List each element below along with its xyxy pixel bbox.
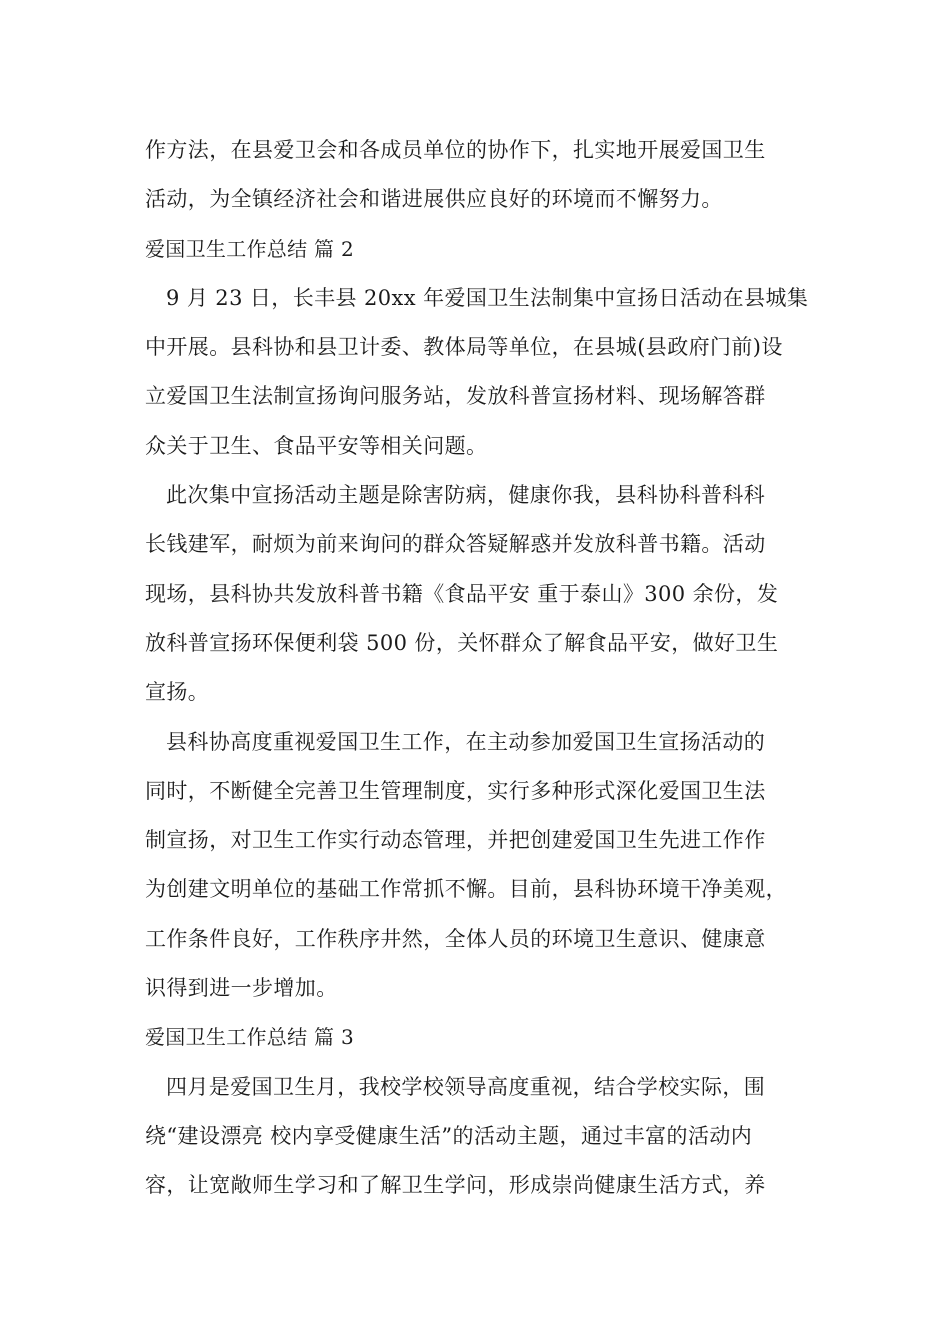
text-line: 制宣扬，对卫生工作实行动态管理，并把创建爱国卫生先进工作作	[145, 828, 766, 853]
paragraph-first-line: 四月是爱国卫生月，我校学校领导高度重视，结合学校实际，围	[166, 1074, 766, 1099]
text-line: 同时，不断健全完善卫生管理制度，实行多种形式深化爱国卫生法	[145, 778, 766, 803]
section-heading: 爱国卫生工作总结 篇 2	[145, 236, 355, 261]
text-line: 作方法，在县爱卫会和各成员单位的协作下，扎实地开展爱国卫生	[145, 138, 766, 162]
text-line: 放科普宣扬环保便利袋 500 份，关怀群众了解食品平安，做好卫生	[145, 630, 779, 655]
section-heading: 爱国卫生工作总结 篇 3	[145, 1025, 355, 1050]
text-line: 容，让宽敞师生学习和了解卫生学问，形成崇尚健康生活方式，养	[145, 1173, 766, 1198]
text-line: 工作条件良好，工作秩序井然，全体人员的环境卫生意识、健康意	[145, 926, 766, 951]
text-line: 众关于卫生、食品平安等相关问题。	[145, 433, 488, 458]
text-line: 活动，为全镇经济社会和谐进展供应良好的环境而不懈努力。	[145, 187, 723, 212]
text-line: 现场，县科协共发放科普书籍《食品平安 重于泰山》300 余份，发	[145, 581, 779, 606]
text-line: 绕“建设漂亮 校内享受健康生活”的活动主题，通过丰富的活动内	[145, 1123, 753, 1148]
document-body	[145, 126, 825, 1211]
paragraph-first-line: 县科协高度重视爱国卫生工作，在主动参加爱国卫生宣扬活动的	[166, 729, 766, 754]
paragraph-first-line: 9 月 23 日，长丰县 20xx 年爱国卫生法制集中宣扬日活动在县城集	[166, 285, 809, 310]
text-line: 立爱国卫生法制宣扬询问服务站，发放科普宣扬材料、现场解答群	[145, 384, 766, 409]
text-line: 宣扬。	[145, 680, 210, 705]
text-line: 为创建文明单位的基础工作常抓不懈。目前，县科协环境干净美观，	[145, 877, 787, 902]
text-line: 长钱建军，耐烦为前来询问的群众答疑解惑并发放科普书籍。活动	[145, 532, 766, 557]
paragraph-first-line: 此次集中宣扬活动主题是除害防病，健康你我，县科协科普科科	[166, 483, 766, 508]
text-line: 识得到进一步增加。	[145, 976, 338, 1001]
text-line: 中开展。县科协和县卫计委、教体局等单位，在县城(县政府门前)设	[145, 335, 783, 360]
